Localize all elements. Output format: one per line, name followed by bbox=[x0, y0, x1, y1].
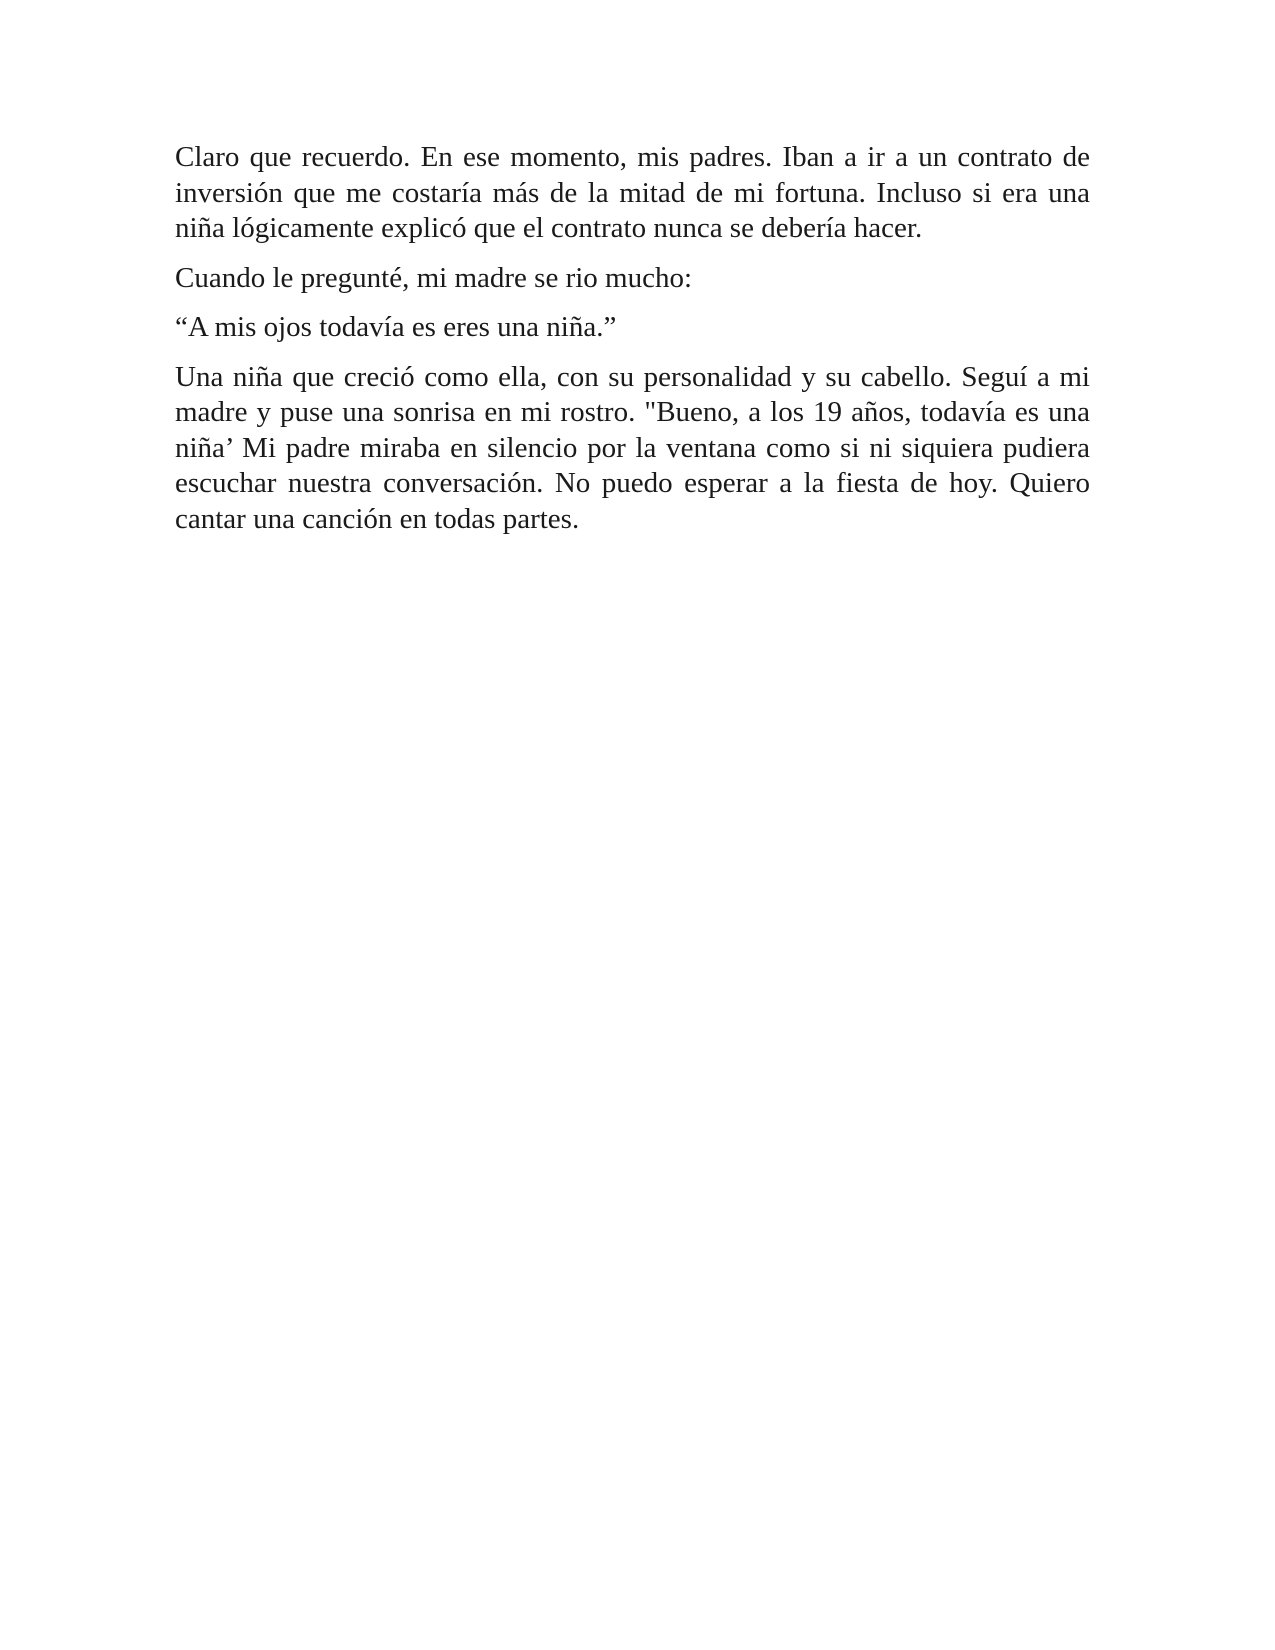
paragraph-smile: Una niña que creció como ella, con su personalidad y su cabello. Seguí a mi madre y puse una sonrisa en mi rostro. "Bueno, a los 19 años, todavía es una niña’ Mi padre miraba en silencio por la ventana como si ni siquiera pudiera escuchar nuestra conversación. No puedo esperar a la fiesta de hoy. Quiero cantar una canción en todas partes. bbox=[175, 360, 1090, 535]
paragraph-memory: Claro que recuerdo. En ese momento, mis padres. Iban a ir a un contrato de inversión que me costaría más de la mitad de mi fortuna. Incluso si era una niña lógicamente explicó que el contrato nunca se debería hacer. bbox=[175, 141, 1090, 244]
paragraph-quote: “A mis ojos todavía es eres una niña.” bbox=[175, 311, 617, 343]
paragraph-question: Cuando le pregunté, mi madre se rio mucho: bbox=[175, 261, 693, 294]
document-body bbox=[175, 140, 1090, 551]
